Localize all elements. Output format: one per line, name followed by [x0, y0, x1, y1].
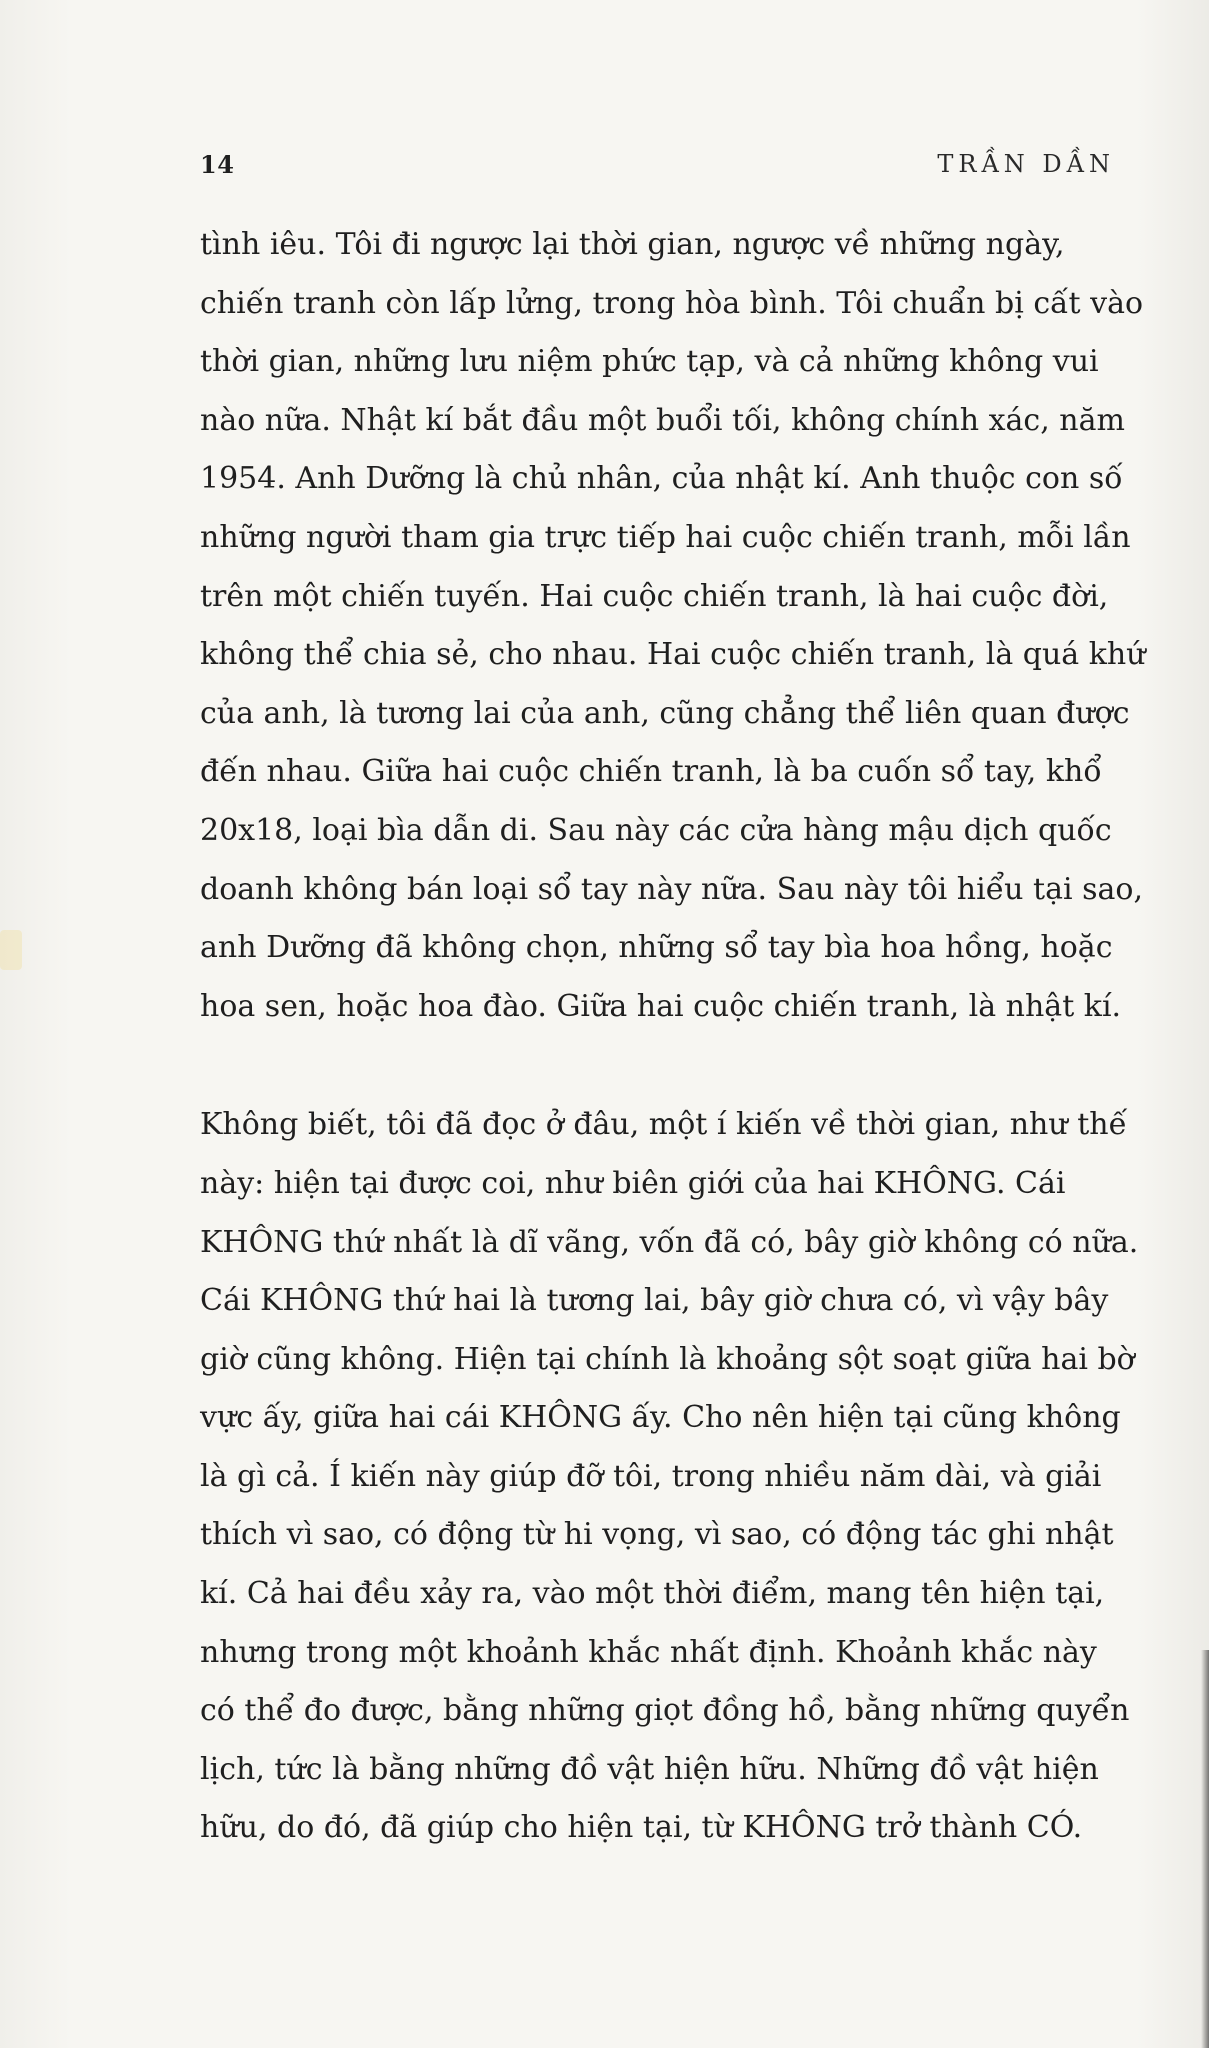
- text-line: có thể đo được, bằng những giọt đồng hồ, bằng những quyển: [200, 1693, 1130, 1729]
- text-line: trên một chiến tuyến. Hai cuộc chiến tranh, là hai cuộc đời,: [200, 578, 1109, 614]
- text-line: hoa sen, hoặc hoa đào. Giữa hai cuộc chiến tranh, là nhật kí.: [200, 988, 1122, 1024]
- text-line: Không biết, tôi đã đọc ở đâu, một í kiến về thời gian, như thế: [200, 1107, 1128, 1143]
- text-line: KHÔNG thứ nhất là dĩ vãng, vốn đã có, bây giờ không có nữa.: [200, 1224, 1139, 1260]
- text-line: vực ấy, giữa hai cái KHÔNG ấy. Cho nên hiện tại cũng không: [200, 1400, 1121, 1436]
- text-line: lịch, tức là bằng những đồ vật hiện hữu. Những đồ vật hiện: [200, 1751, 1099, 1787]
- page-number: 14: [200, 150, 235, 179]
- text-line: không thể chia sẻ, cho nhau. Hai cuộc chiến tranh, là quá khứ: [200, 637, 1146, 673]
- text-line: giờ cũng không. Hiện tại chính là khoảng sột soạt giữa hai bờ: [200, 1341, 1135, 1377]
- page-header: [200, 150, 1115, 190]
- text-line: nào nữa. Nhật kí bắt đầu một buổi tối, không chính xác, năm: [200, 402, 1125, 438]
- text-line: 20x18, loại bìa dẫn di. Sau này các cửa hàng mậu dịch quốc: [200, 812, 1112, 848]
- text-line: doanh không bán loại sổ tay này nữa. Sau này tôi hiểu tại sao,: [200, 871, 1143, 907]
- text-line: Cái KHÔNG thứ hai là tương lai, bây giờ chưa có, vì vậy bây: [200, 1283, 1109, 1319]
- text-line: nhưng trong một khoảnh khắc nhất định. Khoảnh khắc này: [200, 1634, 1097, 1670]
- text-line: hữu, do đó, đã giúp cho hiện tại, từ KHÔNG trở thành CÓ.: [200, 1810, 1083, 1846]
- page-edge-shadow: [1201, 1650, 1209, 2048]
- text-line: thời gian, những lưu niệm phức tạp, và cả những không vui: [200, 344, 1099, 380]
- text-line: những người tham gia trực tiếp hai cuộc chiến tranh, mỗi lần: [200, 519, 1131, 555]
- text-line: anh Dưỡng đã không chọn, những sổ tay bìa hoa hồng, hoặc: [200, 930, 1113, 966]
- text-line: 1954. Anh Dưỡng là chủ nhân, của nhật kí. Anh thuộc con số: [200, 461, 1123, 497]
- text-line: kí. Cả hai đều xảy ra, vào một thời điểm, mang tên hiện tại,: [200, 1576, 1105, 1612]
- paragraph-2: [200, 1096, 1139, 1858]
- text-line: chiến tranh còn lấp lửng, trong hòa bình. Tôi chuẩn bị cất vào: [200, 285, 1144, 321]
- page-edge-mark: [0, 930, 22, 970]
- body-text: [200, 216, 1146, 1858]
- text-line: này: hiện tại được coi, như biên giới của hai KHÔNG. Cái: [200, 1165, 1066, 1201]
- paragraph-break: [200, 1036, 1115, 1096]
- text-line: là gì cả. Í kiến này giúp đỡ tôi, trong nhiều năm dài, và giải: [200, 1458, 1102, 1494]
- text-line: tình iêu. Tôi đi ngược lại thời gian, ngược về những ngày,: [200, 227, 1065, 262]
- text-line: của anh, là tương lai của anh, cũng chẳng thể liên quan được: [200, 695, 1130, 731]
- text-line: đến nhau. Giữa hai cuộc chiến tranh, là ba cuốn sổ tay, khổ: [200, 754, 1102, 790]
- text-line: thích vì sao, có động từ hi vọng, vì sao, có động tác ghi nhật: [200, 1517, 1114, 1553]
- running-head-author: TRẦN DẦN: [937, 150, 1115, 178]
- paragraph-1: [200, 216, 1146, 1036]
